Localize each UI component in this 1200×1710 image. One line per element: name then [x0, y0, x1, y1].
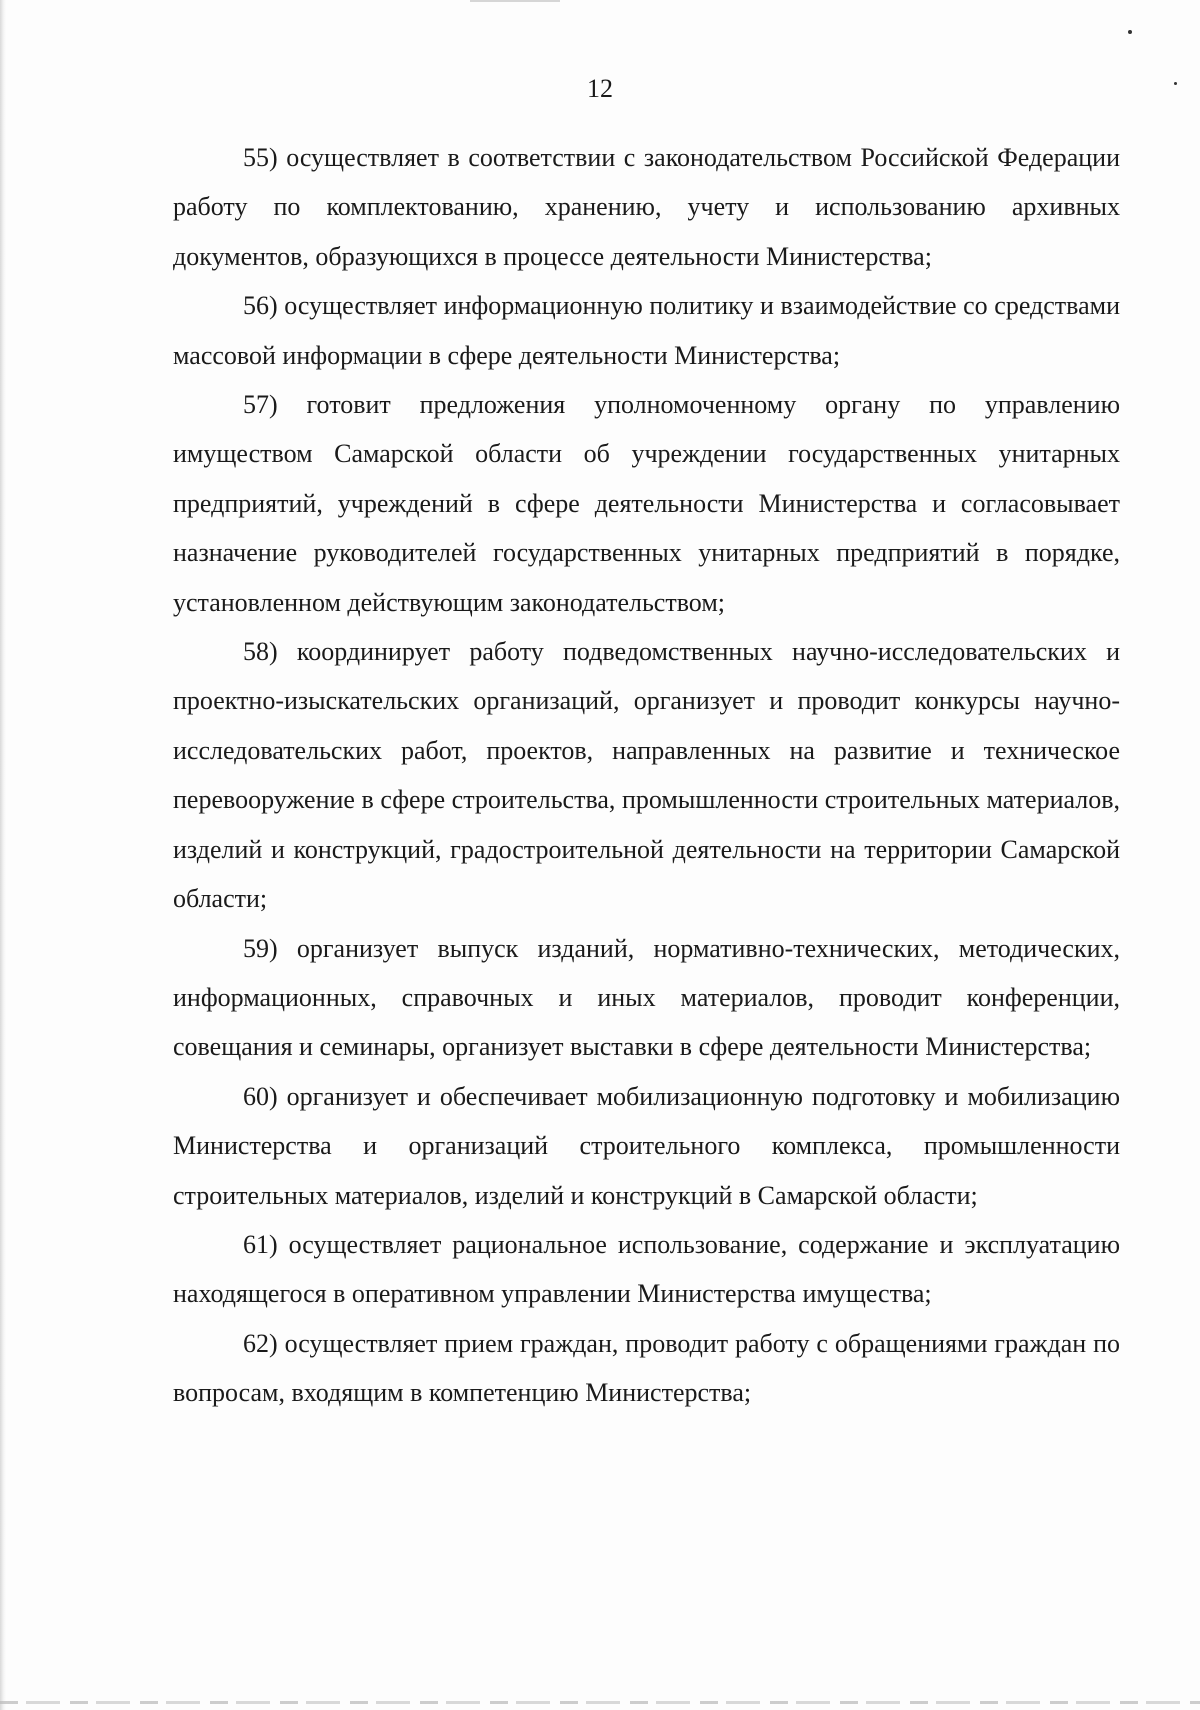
scan-top-mark — [470, 0, 560, 2]
document-body — [173, 133, 1120, 1418]
paragraph-59: 59) организует выпуск изданий, нормативно-технических, методических, информационных, справочных и иных материалов, проводит конференции, совещания и семинары, организует выставки в сфере деятельности Министерства; — [173, 933, 1120, 1062]
paragraph-60: 60) организует и обеспечивает мобилизационную подготовку и мобилизацию Министерства и организаций строительного комплекса, промышленности строительных материалов, изделий и конструкций в Самарской области; — [173, 1081, 1120, 1210]
paragraph-62: 62) осуществляет прием граждан, проводит работу с обращениями граждан по вопросам, входящим в компетенцию Министерства; — [173, 1328, 1120, 1408]
page-number: 12 — [587, 74, 613, 103]
paragraph-61: 61) осуществляет рациональное использование, содержание и эксплуатацию находящегося в оперативном управлении Министерства имущества; — [173, 1229, 1120, 1309]
scan-left-edge — [0, 0, 6, 1710]
paragraph-57: 57) готовит предложения уполномоченному органу по управлению имуществом Самарской области об учреждении государственных унитарных предприятий, учреждений в сфере деятельности Министерства и согласовывает назначение руководителей государственных унитарных предприятий в порядке, установленном действующим законодательством; — [173, 390, 1120, 617]
paragraph-56: 56) осуществляет информационную политику и взаимодействие со средствами массовой информации в сфере деятельности Министерства; — [173, 291, 1120, 370]
scan-bottom-edge — [0, 1701, 1200, 1704]
scan-speck — [1128, 30, 1132, 34]
paragraph-58: 58) координирует работу подведомственных научно-исследовательских и проектно-изыскательских организаций, организует и проводит конкурсы научно-исследовательских работ, проектов, направленных на развитие и техническое перевооружение в сфере строительства, промышленности строительных материалов, изделий и конструкций, градостроительной деятельности на территории Самарской области; — [173, 637, 1120, 914]
paragraph-55: 55) осуществляет в соответствии с законодательством Российской Федерации работу по комплектованию, хранению, учету и использованию архивных документов, образующихся в процессе деятельности Министерства; — [173, 143, 1120, 271]
